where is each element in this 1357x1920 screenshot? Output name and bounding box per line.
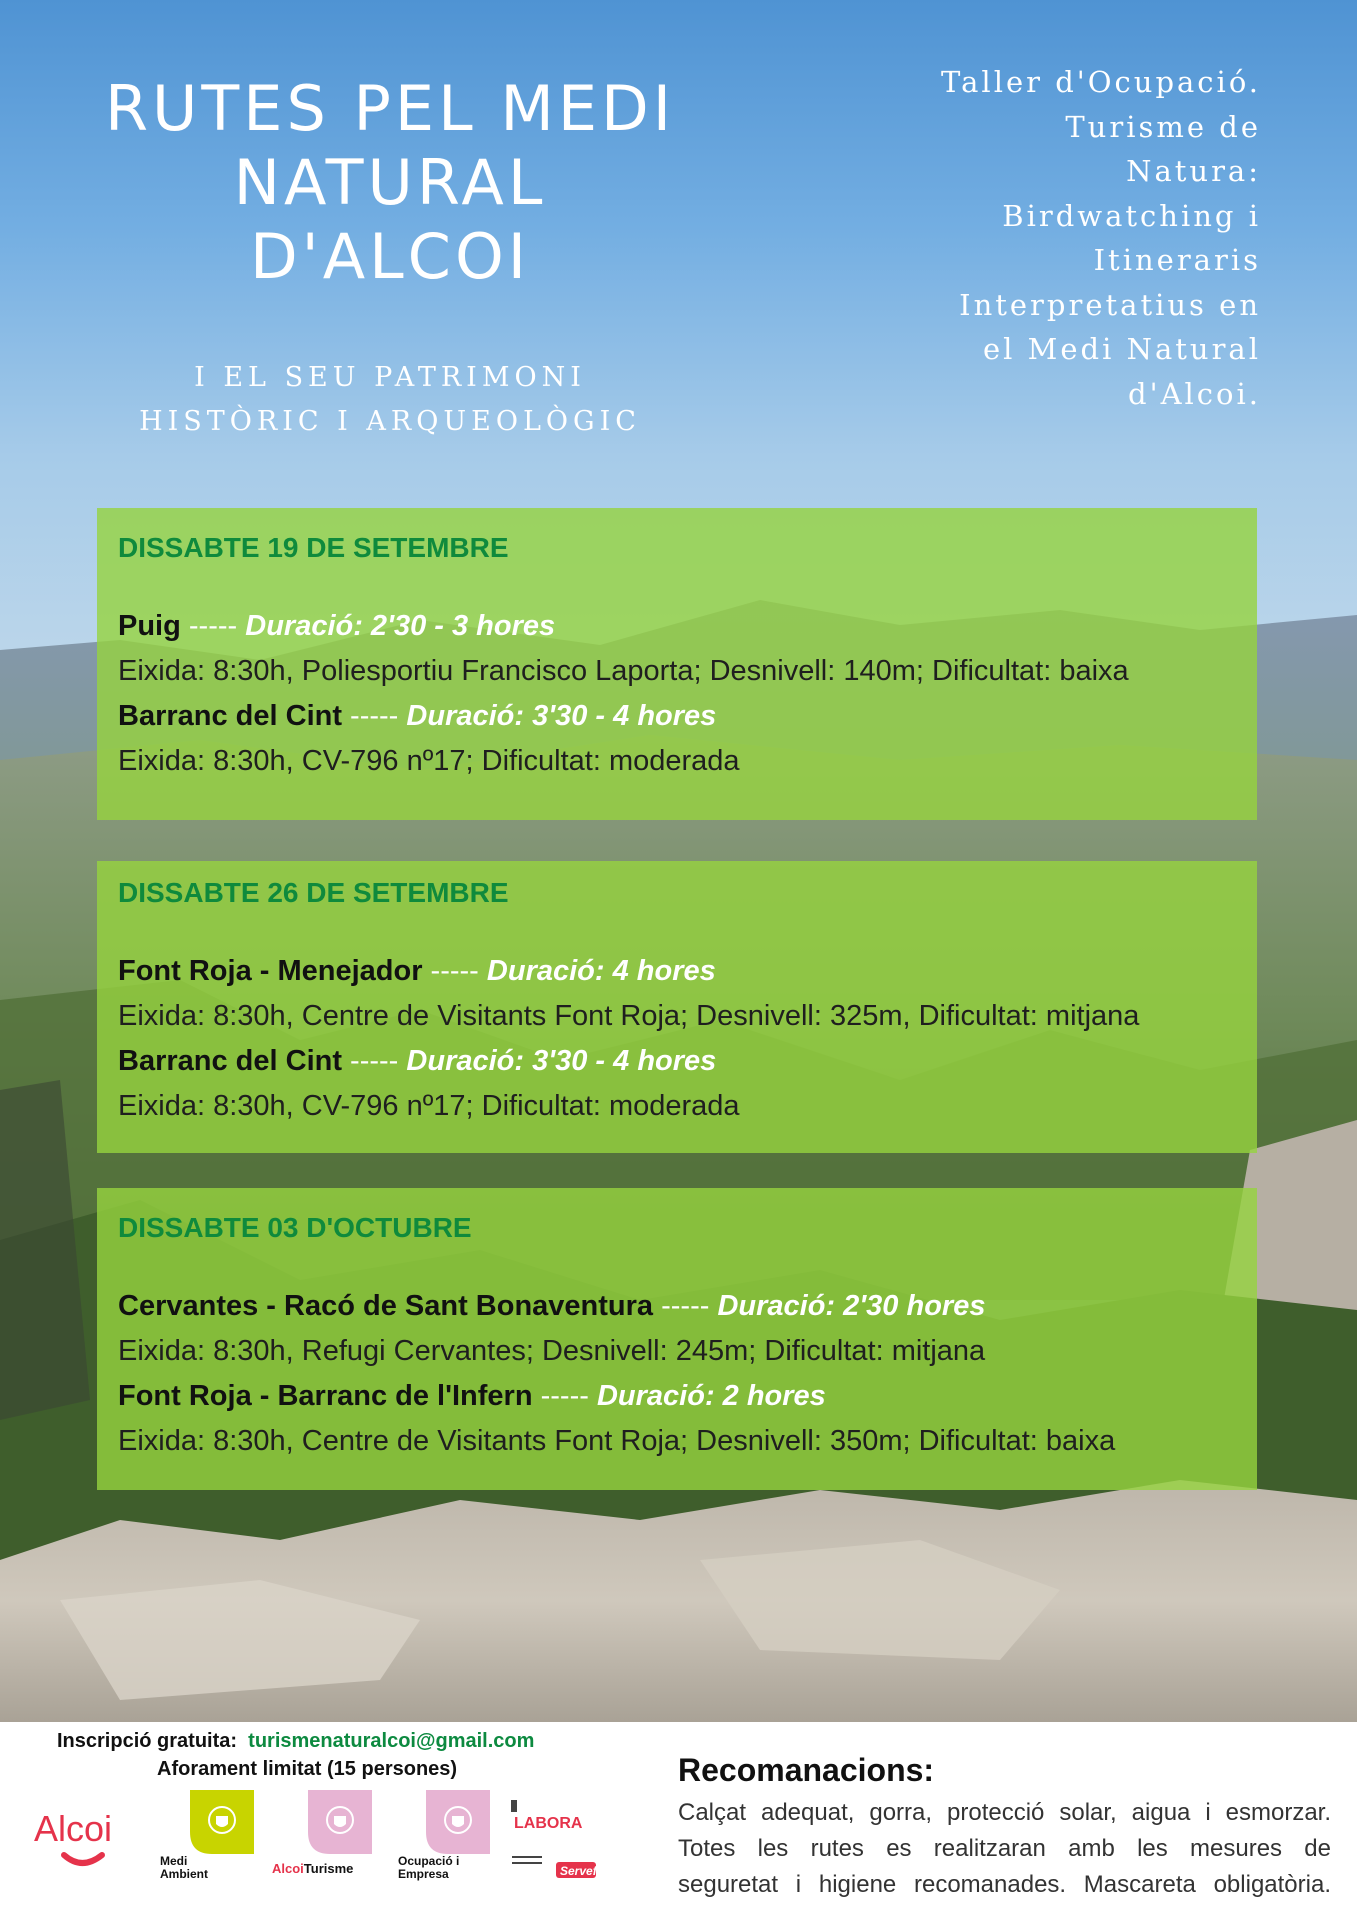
registration-email-link[interactable]: turismenaturalcoi@gmail.com bbox=[248, 1730, 535, 1752]
caption-line: Empresa bbox=[398, 1867, 449, 1881]
medi-ambient-caption bbox=[160, 1855, 208, 1881]
route-duration: Duració: 4 hores bbox=[486, 955, 716, 987]
route-separator: ----- bbox=[342, 700, 407, 732]
title-line-3: D'ALCOI bbox=[249, 220, 531, 293]
route-name: Puig bbox=[118, 610, 181, 642]
poster-subtitle bbox=[120, 356, 660, 444]
route-name: Font Roja - Menejador bbox=[118, 955, 423, 987]
route-details: Eixida: 8:30h, Poliesportiu Francisco Laporta; Desnivell: 140m; Dificultat: baixa bbox=[118, 655, 1129, 687]
registration-label: Inscripció gratuita: bbox=[57, 1730, 238, 1752]
caption-line: Medi bbox=[160, 1854, 188, 1868]
medi-ambient-logo bbox=[190, 1790, 254, 1854]
route-heading bbox=[118, 604, 1257, 649]
caption-part: Alcoi bbox=[272, 1861, 304, 1876]
alcoi-logo bbox=[30, 1805, 140, 1875]
ocupacio-empresa-caption bbox=[398, 1855, 459, 1881]
caption-part: Turisme bbox=[303, 1861, 354, 1876]
workshop-line: d'Alcoi. bbox=[1128, 376, 1261, 411]
workshop-line: Itineraris bbox=[1093, 243, 1261, 277]
ocupacio-empresa-logo bbox=[426, 1790, 490, 1854]
workshop-line: Taller d'Ocupació. bbox=[941, 65, 1261, 99]
alcoi-logo-text: Alcoi bbox=[34, 1808, 113, 1849]
route-heading bbox=[118, 1039, 1257, 1084]
subtitle-line-1: I EL SEU PATRIMONI bbox=[194, 362, 586, 393]
labora-text: LABORA bbox=[514, 1815, 583, 1832]
route-separator: ----- bbox=[653, 1290, 718, 1322]
day-panel-2 bbox=[97, 861, 1257, 1153]
recommendations-line: Calçat adequat, gorra, protecció solar, aigua i esmorzar. bbox=[678, 1799, 1331, 1826]
recommendations-line: Totes les rutes es realitzaran amb les mesures de bbox=[678, 1835, 1331, 1862]
route-heading bbox=[118, 949, 1257, 994]
workshop-line: Natura: bbox=[1126, 154, 1261, 188]
route-details: Eixida: 8:30h, CV-796 nº17; Dificultat: moderada bbox=[118, 745, 740, 777]
recommendations-title: Recomanacions: bbox=[678, 1752, 935, 1788]
workshop-line: Birdwatching i bbox=[1002, 198, 1261, 233]
workshop-line: el Medi Natural bbox=[983, 332, 1261, 366]
servef-text: Servef bbox=[560, 1864, 597, 1878]
title-line-2: NATURAL bbox=[233, 146, 547, 219]
route-name: Font Roja - Barranc de l'Infern bbox=[118, 1380, 533, 1412]
route-separator: ----- bbox=[342, 1045, 407, 1077]
capacity-note: Aforament limitat (15 persones) bbox=[157, 1758, 458, 1780]
route-heading bbox=[118, 1284, 1257, 1329]
route-duration: Duració: 2 hores bbox=[596, 1380, 826, 1412]
caption-line: Ocupació i bbox=[398, 1854, 460, 1868]
route-separator: ----- bbox=[532, 1380, 597, 1412]
poster-title bbox=[90, 72, 690, 294]
workshop-line: Interpretatius en bbox=[959, 287, 1261, 322]
workshop-description bbox=[881, 60, 1261, 416]
route-name: Cervantes - Racó de Sant Bonaventura bbox=[118, 1290, 654, 1322]
caption-line: Ambient bbox=[160, 1867, 208, 1881]
alcoi-turisme-logo bbox=[308, 1790, 372, 1854]
title-line-1: RUTES PEL MEDI bbox=[104, 72, 676, 145]
route-duration: Duració: 3'30 - 4 hores bbox=[406, 1045, 717, 1077]
labora-servef-logo bbox=[508, 1798, 604, 1888]
route-duration: Duració: 2'30 hores bbox=[717, 1290, 986, 1322]
route-separator: ----- bbox=[180, 610, 246, 642]
day-title: DISSABTE 26 DE SETEMBRE bbox=[118, 877, 509, 908]
route-heading bbox=[118, 1374, 1257, 1419]
recommendations-text bbox=[678, 1795, 1331, 1903]
day-title: DISSABTE 19 DE SETEMBRE bbox=[118, 532, 509, 563]
alcoi-turisme-caption bbox=[272, 1862, 353, 1875]
route-name: Barranc del Cint bbox=[118, 1045, 342, 1077]
day-panel-3 bbox=[97, 1188, 1257, 1490]
route-duration: Duració: 3'30 - 4 hores bbox=[406, 700, 717, 732]
day-panel-1 bbox=[97, 508, 1257, 820]
route-details: Eixida: 8:30h, Refugi Cervantes; Desnivell: 245m; Dificultat: mitjana bbox=[118, 1335, 986, 1367]
registration-line bbox=[57, 1727, 534, 1755]
route-separator: ----- bbox=[422, 955, 487, 987]
route-duration: Duració: 2'30 - 3 hores bbox=[245, 610, 556, 642]
day-title: DISSABTE 03 D'OCTUBRE bbox=[118, 1212, 472, 1243]
recommendations-line: seguretat i higiene recomanades. Mascareta obligatòria. bbox=[678, 1871, 1331, 1898]
route-heading bbox=[118, 694, 1257, 739]
route-details: Eixida: 8:30h, Centre de Visitants Font Roja; Desnivell: 325m, Dificultat: mitjana bbox=[118, 1000, 1140, 1032]
route-details: Eixida: 8:30h, CV-796 nº17; Dificultat: moderada bbox=[118, 1090, 740, 1122]
workshop-line: Turisme de bbox=[1065, 109, 1261, 144]
route-details: Eixida: 8:30h, Centre de Visitants Font Roja; Desnivell: 350m; Dificultat: baixa bbox=[118, 1425, 1116, 1457]
route-name: Barranc del Cint bbox=[118, 700, 342, 732]
subtitle-line-2: HISTÒRIC I ARQUEOLÒGIC bbox=[139, 406, 641, 437]
